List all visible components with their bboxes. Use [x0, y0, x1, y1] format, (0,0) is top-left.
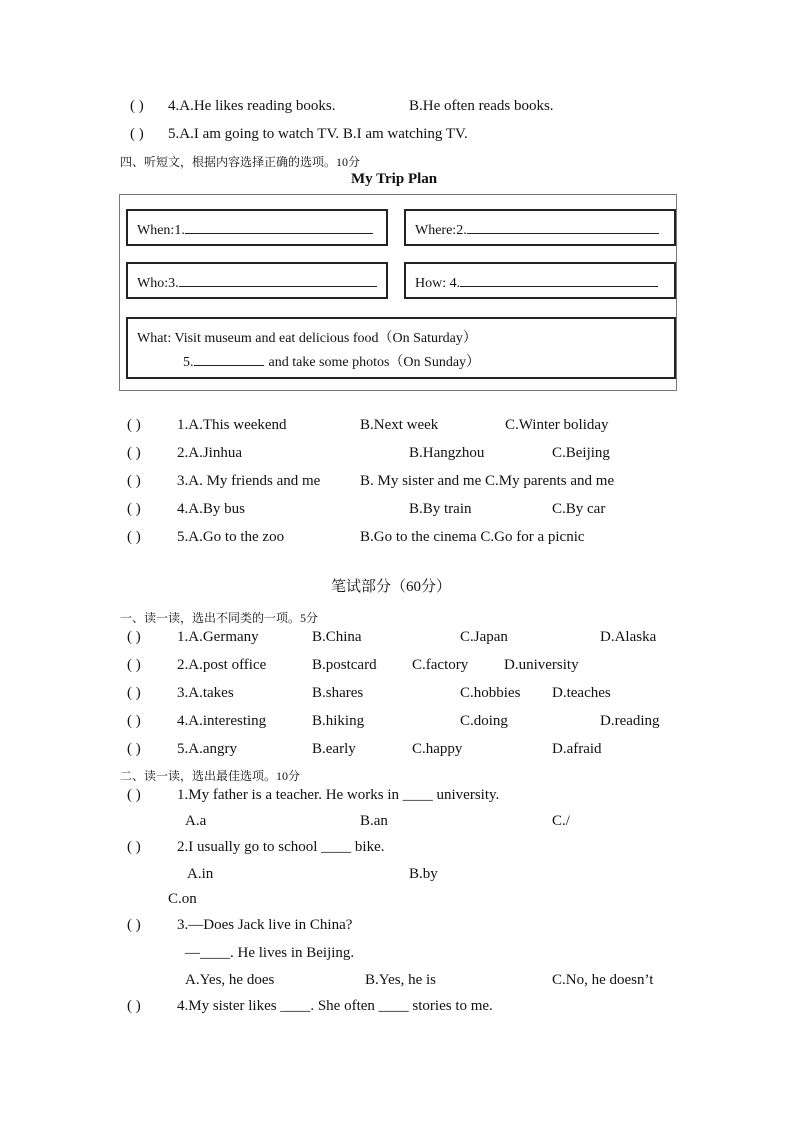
- option-a: 3.A. My friends and me: [177, 473, 321, 489]
- question-paren[interactable]: ( ): [127, 501, 141, 517]
- question-paren[interactable]: ( ): [130, 126, 144, 142]
- question-4-option-b: B.He often reads books.: [409, 98, 554, 114]
- option-c: C.By car: [552, 501, 606, 517]
- option-a: 5.A.Go to the zoo: [177, 529, 285, 545]
- option-a: 1.A.Germany: [177, 629, 259, 645]
- option-c: C.doing: [460, 713, 508, 729]
- question-5-options: 5.A.I am going to watch TV. B.I am watching TV.: [168, 126, 468, 142]
- question-paren[interactable]: ( ): [127, 917, 141, 933]
- what-number: 5.: [183, 355, 194, 370]
- option-b: B.hiking: [312, 713, 365, 729]
- what-line-2: [137, 351, 674, 375]
- part-1-heading: 一、读一读，选出不同类的一项。5分: [120, 611, 319, 625]
- how-field: [404, 262, 676, 299]
- what-line-1: What: Visit museum and eat delicious food（On Saturday）: [137, 331, 477, 346]
- option-b: B.China: [312, 629, 362, 645]
- written-part-title: 笔试部分（60分）: [331, 579, 452, 595]
- option-a: 4.A.By bus: [177, 501, 245, 517]
- question-paren[interactable]: ( ): [127, 445, 141, 461]
- part-2-heading: 二、读一读，选出最佳选项。10分: [120, 769, 301, 783]
- option-c: C.hobbies: [460, 685, 521, 701]
- question-paren[interactable]: ( ): [127, 685, 141, 701]
- option-c: C.factory: [412, 657, 469, 673]
- question-paren[interactable]: ( ): [127, 473, 141, 489]
- where-label: Where:2.: [415, 223, 467, 238]
- what-blank[interactable]: [194, 352, 264, 366]
- question-paren[interactable]: ( ): [127, 839, 141, 855]
- option-a: A.Yes, he does: [185, 972, 275, 988]
- question-4-option-a: 4.A.He likes reading books.: [168, 98, 336, 114]
- option-a: 2.A.Jinhua: [177, 445, 242, 461]
- question-3-stem: 3.—Does Jack live in China?: [177, 917, 353, 933]
- question-paren[interactable]: ( ): [127, 417, 141, 433]
- who-blank[interactable]: [179, 273, 377, 287]
- when-label: When:1.: [137, 223, 185, 238]
- option-d: D.teaches: [552, 685, 611, 701]
- trip-plan-box: [119, 194, 677, 391]
- question-paren[interactable]: ( ): [130, 98, 144, 114]
- option-b: B.Hangzhou: [409, 445, 485, 461]
- option-c: C./: [552, 813, 570, 829]
- question-paren[interactable]: ( ): [127, 629, 141, 645]
- option-d: D.afraid: [552, 741, 602, 757]
- question-2-stem: 2.I usually go to school ____ bike.: [177, 839, 385, 855]
- when-field: [126, 209, 388, 246]
- question-4-stem: 4.My sister likes ____. She often ____ stories to me.: [177, 998, 493, 1014]
- option-d: D.university: [504, 657, 579, 673]
- question-paren[interactable]: ( ): [127, 529, 141, 545]
- option-a: A.in: [187, 866, 214, 882]
- where-field: [404, 209, 676, 246]
- question-paren[interactable]: ( ): [127, 713, 141, 729]
- option-a: 5.A.angry: [177, 741, 237, 757]
- section-4-heading: 四、听短文，根据内容选择正确的选项。10分: [120, 155, 361, 169]
- question-paren[interactable]: ( ): [127, 787, 141, 803]
- option-a: 4.A.interesting: [177, 713, 267, 729]
- option-c: C.Beijing: [552, 445, 610, 461]
- when-blank[interactable]: [185, 220, 373, 234]
- question-1-stem: 1.My father is a teacher. He works in ____ university.: [177, 787, 500, 803]
- plan-title: My Trip Plan: [351, 171, 438, 187]
- option-a: 1.A.This weekend: [177, 417, 287, 433]
- how-label: How: 4.: [415, 276, 461, 291]
- question-3-reply: —____. He lives in Beijing.: [185, 945, 355, 961]
- who-label: Who:3.: [137, 276, 179, 291]
- option-d: D.reading: [600, 713, 660, 729]
- question-paren[interactable]: ( ): [127, 741, 141, 757]
- option-d: D.Alaska: [600, 629, 657, 645]
- option-c: C.Japan: [460, 629, 508, 645]
- option-a: 3.A.takes: [177, 685, 234, 701]
- option-c: C.on: [168, 891, 197, 907]
- option-b-c: B. My sister and me C.My parents and me: [360, 473, 615, 489]
- option-b-c: B.Go to the cinema C.Go for a picnic: [360, 529, 585, 545]
- what-line-2-text: and take some photos（On Sunday）: [268, 355, 481, 370]
- question-paren[interactable]: ( ): [127, 998, 141, 1014]
- where-blank[interactable]: [467, 220, 659, 234]
- option-b: B.By train: [409, 501, 472, 517]
- what-field: [126, 317, 676, 379]
- option-b: B.shares: [312, 685, 364, 701]
- option-b: B.Next week: [360, 417, 439, 433]
- who-field: [126, 262, 388, 299]
- question-paren[interactable]: ( ): [127, 657, 141, 673]
- option-c: C.Winter boliday: [505, 417, 609, 433]
- option-c: C.No, he doesn’t: [552, 972, 654, 988]
- option-b: B.an: [360, 813, 388, 829]
- option-c: C.happy: [412, 741, 463, 757]
- option-b: B.by: [409, 866, 438, 882]
- option-b: B.Yes, he is: [365, 972, 436, 988]
- option-a: 2.A.post office: [177, 657, 267, 673]
- option-a: A.a: [185, 813, 207, 829]
- option-b: B.postcard: [312, 657, 377, 673]
- how-blank[interactable]: [460, 273, 658, 287]
- option-b: B.early: [312, 741, 356, 757]
